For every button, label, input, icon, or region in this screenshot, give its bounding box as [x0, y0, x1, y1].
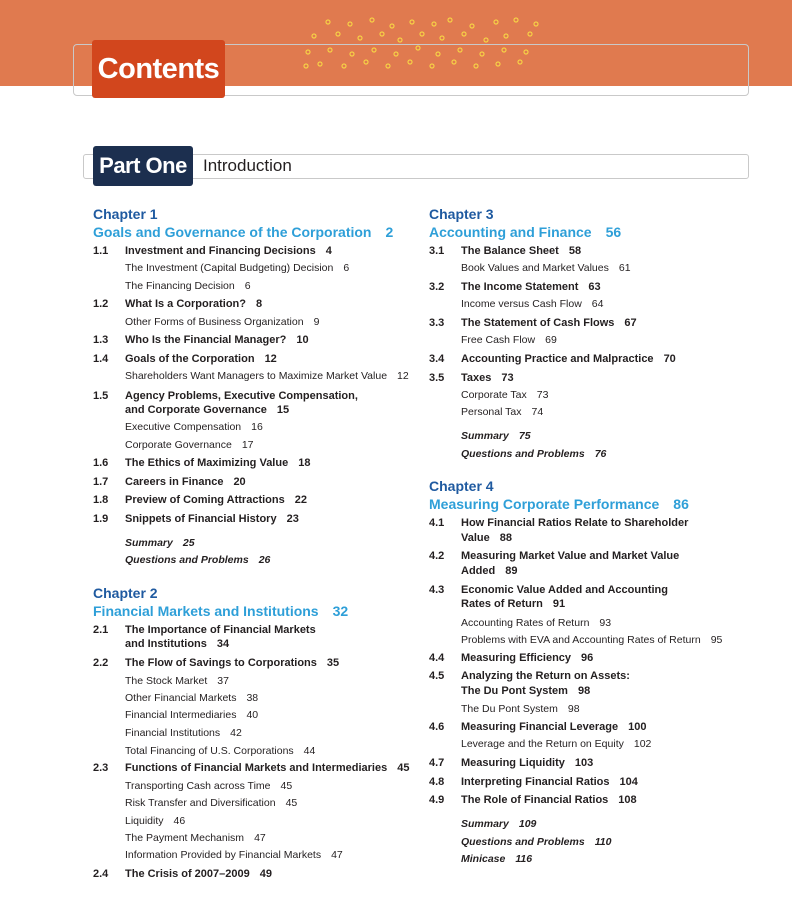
page-number: 34	[216, 638, 230, 650]
entry-text: The Du Pont System	[461, 703, 558, 715]
entry-text: Analyzing the Return on Assets:	[461, 670, 630, 682]
section-number: 3.5	[429, 372, 445, 384]
page-number: 76	[594, 448, 607, 460]
dot	[484, 38, 488, 42]
section-number: 2.1	[93, 624, 109, 636]
dot	[462, 32, 466, 36]
section-number: 2.4	[93, 868, 109, 880]
entry-text: Financial Institutions	[125, 727, 221, 739]
page-number: 109	[518, 818, 537, 830]
entry-text: The Stock Market	[125, 675, 208, 687]
left-column-subsection-entry	[125, 832, 266, 844]
entry-text: Problems with EVA and Accounting Rates of Return	[461, 634, 701, 646]
right-column-section-entry	[429, 776, 638, 788]
left-column-backmatter-entry	[125, 537, 195, 549]
section-number: 1.9	[93, 513, 109, 525]
page-number: 32	[332, 603, 349, 619]
section-number: 4.7	[429, 757, 445, 769]
page-number: 88	[499, 532, 512, 544]
entry-text: Shareholders Want Managers to Maximize Market Value	[125, 370, 388, 382]
entry-text: What Is a Corporation?	[125, 298, 246, 310]
page-number: 86	[673, 496, 689, 512]
entry-text: Functions of Financial Markets and Intermediaries	[125, 762, 388, 774]
section-number: 4.2	[429, 550, 445, 562]
page-number: 44	[303, 745, 316, 757]
left-column-subsection-entry	[125, 849, 343, 861]
page-number: 22	[294, 494, 307, 506]
section-number: 4.6	[429, 721, 445, 733]
page-number: 100	[628, 721, 647, 733]
section-number: 1.2	[93, 298, 109, 310]
page-number: 67	[624, 317, 637, 329]
dot	[420, 32, 424, 36]
entry-text: Who Is the Financial Manager?	[125, 334, 287, 346]
right-column-section-entry	[429, 584, 668, 596]
entry-text: Accounting and Finance	[429, 224, 592, 240]
entry-text: Accounting Rates of Return	[461, 617, 590, 629]
entry-text: Income versus Cash Flow	[461, 298, 582, 310]
left-column-section-entry	[93, 638, 229, 650]
entry-text: Free Cash Flow	[461, 334, 536, 346]
dot	[312, 34, 316, 38]
entry-text: Information Provided by Financial Markets	[125, 849, 322, 861]
section-number: 1.7	[93, 476, 109, 488]
page-number: 110	[594, 836, 612, 848]
left-column-chapter-title	[93, 603, 348, 619]
page-number: 74	[531, 406, 544, 418]
right-column-subsection-entry	[461, 406, 543, 418]
left-column-section-entry	[93, 513, 299, 525]
page-number: 23	[286, 513, 299, 525]
entry-text: Investment and Financing Decisions	[125, 245, 316, 257]
page-number: 16	[251, 421, 263, 433]
page-number: 58	[568, 245, 582, 257]
page-number: 46	[173, 815, 186, 827]
page-number: 25	[182, 537, 195, 549]
entry-text: Questions and Problems	[461, 836, 585, 848]
page-number: 40	[246, 709, 259, 721]
dot	[380, 32, 384, 36]
page-number: 10	[296, 334, 309, 346]
section-number: 4.8	[429, 776, 445, 788]
page-number: 64	[591, 298, 604, 310]
section-number: 1.4	[93, 353, 109, 365]
page-number: 26	[258, 554, 271, 566]
section-number: 4.9	[429, 794, 445, 806]
dot	[336, 32, 340, 36]
left-column-subsection-entry	[125, 745, 315, 757]
right-column-section-entry	[429, 517, 688, 529]
entry-text: Transporting Cash across Time	[125, 780, 271, 792]
section-number: 4.5	[429, 670, 445, 682]
entry-text: Financial Intermediaries	[125, 709, 237, 721]
dot	[514, 18, 518, 22]
left-column-subsection-entry	[125, 692, 258, 704]
entry-text: Agency Problems, Executive Compensation,	[125, 390, 358, 402]
left-column-chapter-label	[93, 585, 158, 601]
page-number: 8	[256, 298, 263, 310]
page-number: 93	[599, 617, 612, 629]
dot	[528, 32, 532, 36]
entry-text: Questions and Problems	[125, 554, 249, 566]
page-number: 45	[285, 797, 298, 809]
right-column-backmatter-entry	[461, 836, 611, 848]
entry-text: Measuring Market Value and Market Value	[461, 550, 680, 562]
page-number: 104	[619, 776, 638, 788]
left-column-subsection-entry	[125, 815, 185, 827]
left-column-subsection-entry	[125, 709, 258, 721]
left-column-chapter-title	[93, 224, 393, 240]
right-column-section-entry	[429, 245, 581, 257]
page-number: 18	[298, 457, 311, 469]
right-column-backmatter-entry	[461, 448, 606, 460]
entry-text: Goals and Governance of the Corporation	[93, 224, 372, 240]
right-column-section-entry	[429, 794, 637, 806]
page-number: 61	[618, 262, 631, 274]
page-number: 96	[581, 652, 594, 664]
page-number: 47	[254, 832, 266, 844]
entry-text: Leverage and the Return on Equity	[461, 738, 624, 750]
entry-text: Added	[461, 565, 496, 577]
page-number: 73	[536, 389, 549, 401]
page-number: 70	[663, 353, 676, 365]
entry-text: The Statement of Cash Flows	[461, 317, 615, 329]
right-column-section-entry	[429, 598, 565, 610]
dot	[494, 20, 498, 24]
page-number: 49	[259, 868, 272, 880]
left-column-section-entry	[93, 404, 289, 416]
right-column-chapter-label	[429, 478, 494, 494]
left-column-section-entry	[93, 476, 246, 488]
section-number: 4.4	[429, 652, 445, 664]
page-number: 56	[605, 224, 622, 240]
entry-text: The Flow of Savings to Corporations	[125, 657, 317, 669]
dot	[440, 36, 444, 40]
entry-text: Total Financing of U.S. Corporations	[125, 745, 294, 757]
page-number: 45	[280, 780, 293, 792]
left-column-section-entry	[93, 245, 332, 257]
left-column-subsection-entry	[125, 439, 254, 451]
dot	[390, 24, 394, 28]
entry-text: The Financing Decision	[125, 280, 235, 292]
dot	[504, 34, 508, 38]
page-number: 15	[276, 404, 290, 416]
entry-text: The Investment (Capital Budgeting) Decision	[125, 262, 334, 274]
right-column-subsection-entry	[461, 738, 651, 750]
right-column-section-entry	[429, 532, 512, 544]
page-number: 102	[633, 738, 652, 750]
right-column-backmatter-entry	[461, 430, 531, 442]
dot	[398, 38, 402, 42]
left-column-section-entry	[93, 657, 339, 669]
left-column-section-entry	[93, 298, 262, 310]
page-number: 6	[343, 262, 350, 274]
entry-text: The Balance Sheet	[461, 245, 559, 257]
section-number: 2.2	[93, 657, 109, 669]
right-column-subsection-entry	[461, 634, 722, 646]
entry-text: Measuring Efficiency	[461, 652, 572, 664]
left-column-subsection-entry	[125, 727, 242, 739]
page-number: 73	[501, 372, 514, 384]
dot	[432, 22, 436, 26]
page-number: 116	[515, 853, 533, 865]
page-number: 45	[397, 762, 410, 774]
entry-text: Financial Markets and Institutions	[93, 603, 319, 619]
page-number: 75	[518, 430, 531, 442]
right-column-backmatter-entry	[461, 818, 536, 830]
right-column-section-entry	[429, 670, 630, 682]
left-column-backmatter-entry	[125, 554, 270, 566]
left-column-subsection-entry	[125, 370, 409, 382]
right-column-section-entry	[429, 685, 590, 697]
left-column-subsection-entry	[125, 262, 349, 274]
right-column-section-entry	[429, 372, 514, 384]
page-number: 12	[397, 370, 409, 382]
entry-text: Minicase	[461, 853, 506, 865]
section-number: 3.1	[429, 245, 445, 257]
section-number: 4.3	[429, 584, 445, 596]
section-number: 3.2	[429, 281, 445, 293]
entry-text: Personal Tax	[461, 406, 522, 418]
page-number: 42	[230, 727, 242, 739]
dot	[358, 36, 362, 40]
page-number: 6	[244, 280, 251, 292]
page-number: 103	[574, 757, 594, 769]
dot	[448, 18, 452, 22]
entry-text: Corporate Tax	[461, 389, 527, 401]
right-column-section-entry	[429, 317, 637, 329]
entry-text: The Ethics of Maximizing Value	[125, 457, 289, 469]
page-number: 47	[331, 849, 343, 861]
entry-text: Economic Value Added and Accounting	[461, 584, 668, 596]
entry-text: The Importance of Financial Markets	[125, 624, 316, 636]
entry-text: and Corporate Governance	[125, 404, 267, 416]
dot	[370, 18, 374, 22]
right-column-chapter-title	[429, 224, 621, 240]
left-column-subsection-entry	[125, 780, 292, 792]
entry-text: Chapter 3	[429, 206, 494, 222]
entry-text: Liquidity	[125, 815, 164, 827]
page-number: 91	[552, 598, 566, 610]
entry-text: Summary	[461, 818, 509, 830]
left-column-section-entry	[93, 457, 310, 469]
entry-text: Questions and Problems	[461, 448, 585, 460]
page-number: 38	[246, 692, 259, 704]
right-column-subsection-entry	[461, 262, 631, 274]
page-number: 9	[313, 316, 320, 328]
left-column-subsection-entry	[125, 280, 251, 292]
entry-text: Other Forms of Business Organization	[125, 316, 304, 328]
left-column-subsection-entry	[125, 316, 319, 328]
left-column-section-entry	[93, 390, 358, 402]
entry-text: Executive Compensation	[125, 421, 242, 433]
left-column-subsection-entry	[125, 797, 297, 809]
entry-text: Rates of Return	[461, 598, 543, 610]
entry-text: The Income Statement	[461, 281, 579, 293]
right-column-backmatter-entry	[461, 853, 532, 865]
right-column-subsection-entry	[461, 334, 557, 346]
page-number: 37	[217, 675, 229, 687]
entry-text: Accounting Practice and Malpractice	[461, 353, 654, 365]
section-number: 4.1	[429, 517, 445, 529]
entry-text: Chapter 4	[429, 478, 494, 494]
entry-text: Other Financial Markets	[125, 692, 237, 704]
right-column-chapter-label	[429, 206, 494, 222]
entry-text: The Du Pont System	[461, 685, 568, 697]
page-number: 12	[264, 353, 277, 365]
right-column-subsection-entry	[461, 389, 548, 401]
part-title: Introduction	[203, 156, 292, 175]
left-column-section-entry	[93, 334, 309, 346]
right-column-section-entry	[429, 565, 517, 577]
right-column-section-entry	[429, 281, 601, 293]
right-column-section-entry	[429, 757, 593, 769]
right-column-section-entry	[429, 652, 593, 664]
entry-text: Goals of the Corporation	[125, 353, 255, 365]
entry-text: Risk Transfer and Diversification	[125, 797, 276, 809]
right-column-subsection-entry	[461, 617, 611, 629]
left-column-section-entry	[93, 868, 272, 880]
dot	[326, 20, 330, 24]
entry-text: How Financial Ratios Relate to Shareholder	[461, 517, 689, 529]
part-label: Part One	[93, 146, 193, 186]
contents-title: Contents	[92, 40, 225, 98]
left-column-section-entry	[93, 762, 409, 774]
page-number: 20	[233, 476, 246, 488]
page-number: 98	[577, 685, 591, 697]
entry-text: Corporate Governance	[125, 439, 232, 451]
dot	[534, 22, 538, 26]
entry-text: Measuring Liquidity	[461, 757, 565, 769]
dot	[470, 24, 474, 28]
left-column-section-entry	[93, 494, 307, 506]
entry-text: Summary	[461, 430, 509, 442]
right-column-section-entry	[429, 550, 679, 562]
section-number: 3.3	[429, 317, 445, 329]
page-number: 2	[385, 224, 394, 240]
left-column-chapter-label	[93, 206, 158, 222]
entry-text: Preview of Coming Attractions	[125, 494, 285, 506]
section-number: 1.6	[93, 457, 109, 469]
entry-text: Taxes	[461, 372, 492, 384]
right-column-section-entry	[429, 721, 646, 733]
left-column-section-entry	[93, 353, 277, 365]
page-number: 95	[710, 634, 723, 646]
section-number: 2.3	[93, 762, 109, 774]
page-number: 63	[588, 281, 601, 293]
entry-text: Measuring Financial Leverage	[461, 721, 619, 733]
left-column-subsection-entry	[125, 421, 263, 433]
page-number: 17	[241, 439, 254, 451]
section-number: 1.8	[93, 494, 109, 506]
right-column-chapter-title	[429, 496, 689, 512]
right-column-section-entry	[429, 353, 676, 365]
section-number: 3.4	[429, 353, 445, 365]
page-number: 98	[567, 703, 580, 715]
page-number: 108	[618, 794, 637, 806]
right-column-subsection-entry	[461, 298, 603, 310]
left-column-subsection-entry	[125, 675, 229, 687]
entry-text: Value	[461, 532, 490, 544]
page-number: 89	[505, 565, 518, 577]
entry-text: Snippets of Financial History	[125, 513, 277, 525]
page-number: 4	[325, 245, 332, 257]
section-number: 1.1	[93, 245, 109, 257]
left-column-section-entry	[93, 624, 316, 636]
entry-text: The Role of Financial Ratios	[461, 794, 609, 806]
entry-text: The Payment Mechanism	[125, 832, 245, 844]
entry-text: Book Values and Market Values	[461, 262, 609, 274]
section-number: 1.3	[93, 334, 109, 346]
dot	[410, 20, 414, 24]
entry-text: Summary	[125, 537, 173, 549]
page-number: 35	[326, 657, 340, 669]
page-number: 69	[545, 334, 557, 346]
entry-text: Chapter 1	[93, 206, 158, 222]
entry-text: and Institutions	[125, 638, 207, 650]
entry-text: Chapter 2	[93, 585, 158, 601]
entry-text: Interpreting Financial Ratios	[461, 776, 610, 788]
entry-text: The Crisis of 2007–2009	[125, 868, 250, 880]
entry-text: Careers in Finance	[125, 476, 224, 488]
section-number: 1.5	[93, 390, 109, 402]
right-column-subsection-entry	[461, 703, 580, 715]
entry-text: Measuring Corporate Performance	[429, 496, 660, 512]
dot	[348, 22, 352, 26]
